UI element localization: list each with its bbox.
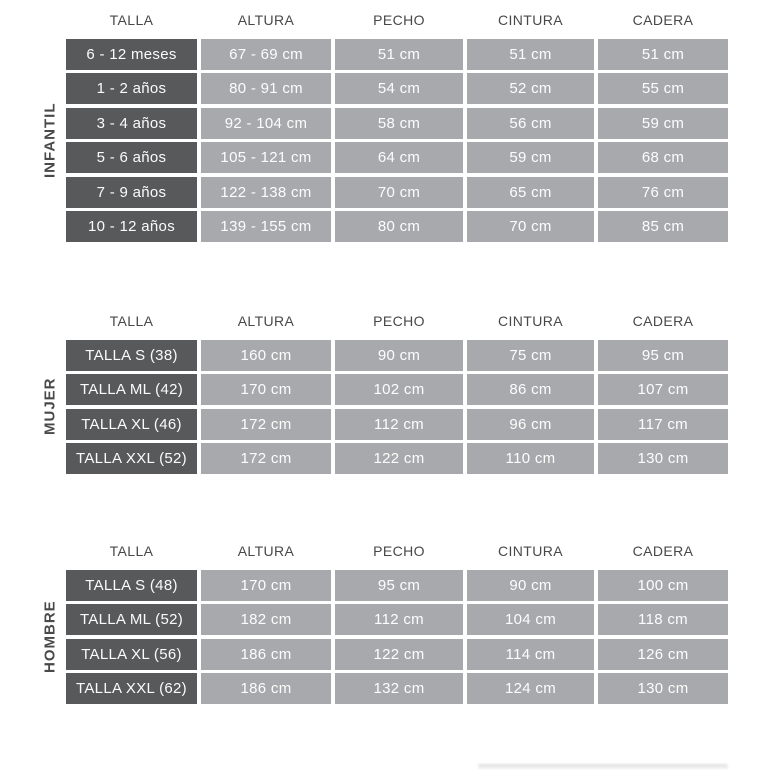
- measurement-cell: 130 cm: [598, 443, 728, 474]
- measurement-cell: 59 cm: [598, 108, 728, 139]
- measurement-cell: 54 cm: [335, 73, 463, 104]
- size-table-mujer: [36, 305, 736, 474]
- measurement-cell: 105 - 121 cm: [201, 142, 331, 173]
- measurement-cell: 126 cm: [598, 639, 728, 670]
- measurement-cell: 172 cm: [201, 409, 331, 440]
- measurement-cell: 68 cm: [598, 142, 728, 173]
- measurement-cell: 186 cm: [201, 639, 331, 670]
- measurement-cell: 51 cm: [335, 39, 463, 70]
- measurement-cell: 117 cm: [598, 409, 728, 440]
- measurement-cell: 110 cm: [467, 443, 594, 474]
- measurement-cell: 95 cm: [335, 570, 463, 601]
- measurement-cell: 122 cm: [335, 639, 463, 670]
- size-table-hombre: [36, 535, 736, 704]
- measurement-cell: 124 cm: [467, 673, 594, 704]
- column-header-cadera: CADERA: [632, 542, 694, 559]
- measurement-cell: 122 cm: [335, 443, 463, 474]
- column-header-talla: TALLA: [109, 11, 154, 28]
- column-header-cadera: CADERA: [632, 312, 694, 329]
- faint-watermark: [478, 764, 728, 770]
- measurement-cell: 51 cm: [467, 39, 594, 70]
- measurement-cell: 70 cm: [467, 211, 594, 242]
- measurement-cell: 86 cm: [467, 374, 594, 405]
- measurement-cell: 80 - 91 cm: [201, 73, 331, 104]
- measurement-cell: 182 cm: [201, 604, 331, 635]
- measurement-cell: 58 cm: [335, 108, 463, 139]
- size-label-cell: TALLA XXL (62): [66, 673, 197, 704]
- group-label-infantil: INFANTIL: [41, 102, 59, 178]
- column-header-altura: ALTURA: [237, 11, 295, 28]
- size-label-cell: 5 - 6 años: [66, 142, 197, 173]
- measurement-cell: 112 cm: [335, 604, 463, 635]
- measurement-cell: 130 cm: [598, 673, 728, 704]
- measurement-cell: 80 cm: [335, 211, 463, 242]
- measurement-cell: 95 cm: [598, 340, 728, 371]
- measurement-cell: 170 cm: [201, 374, 331, 405]
- measurement-cell: 139 - 155 cm: [201, 211, 331, 242]
- measurement-cell: 70 cm: [335, 177, 463, 208]
- size-label-cell: 10 - 12 años: [66, 211, 197, 242]
- measurement-cell: 75 cm: [467, 340, 594, 371]
- size-label-cell: 7 - 9 años: [66, 177, 197, 208]
- measurement-cell: 132 cm: [335, 673, 463, 704]
- size-label-cell: TALLA XXL (52): [66, 443, 197, 474]
- measurement-cell: 90 cm: [335, 340, 463, 371]
- measurement-cell: 102 cm: [335, 374, 463, 405]
- measurement-cell: 51 cm: [598, 39, 728, 70]
- table-grid: [66, 4, 736, 242]
- column-header-cintura: CINTURA: [497, 11, 564, 28]
- size-label-cell: 6 - 12 meses: [66, 39, 197, 70]
- size-label-cell: TALLA ML (52): [66, 604, 197, 635]
- measurement-cell: 55 cm: [598, 73, 728, 104]
- column-header-cintura: CINTURA: [497, 312, 564, 329]
- size-label-cell: 3 - 4 años: [66, 108, 197, 139]
- size-label-cell: TALLA S (48): [66, 570, 197, 601]
- measurement-cell: 114 cm: [467, 639, 594, 670]
- measurement-cell: 186 cm: [201, 673, 331, 704]
- measurement-cell: 92 - 104 cm: [201, 108, 331, 139]
- table-grid: [66, 535, 736, 704]
- measurement-cell: 96 cm: [467, 409, 594, 440]
- size-label-cell: 1 - 2 años: [66, 73, 197, 104]
- column-header-cadera: CADERA: [632, 11, 694, 28]
- column-header-cintura: CINTURA: [497, 542, 564, 559]
- column-header-altura: ALTURA: [237, 312, 295, 329]
- measurement-cell: 67 - 69 cm: [201, 39, 331, 70]
- measurement-cell: 59 cm: [467, 142, 594, 173]
- measurement-cell: 76 cm: [598, 177, 728, 208]
- size-table-infantil: [36, 4, 736, 242]
- measurement-cell: 118 cm: [598, 604, 728, 635]
- column-header-pecho: PECHO: [373, 312, 425, 329]
- size-label-cell: TALLA XL (56): [66, 639, 197, 670]
- measurement-cell: 170 cm: [201, 570, 331, 601]
- measurement-cell: 172 cm: [201, 443, 331, 474]
- column-header-pecho: PECHO: [373, 11, 425, 28]
- size-label-cell: TALLA XL (46): [66, 409, 197, 440]
- group-label-mujer: MUJER: [41, 377, 59, 436]
- size-label-cell: TALLA S (38): [66, 340, 197, 371]
- measurement-cell: 160 cm: [201, 340, 331, 371]
- column-header-talla: TALLA: [109, 542, 154, 559]
- measurement-cell: 52 cm: [467, 73, 594, 104]
- measurement-cell: 90 cm: [467, 570, 594, 601]
- size-label-cell: TALLA ML (42): [66, 374, 197, 405]
- measurement-cell: 107 cm: [598, 374, 728, 405]
- measurement-cell: 56 cm: [467, 108, 594, 139]
- measurement-cell: 112 cm: [335, 409, 463, 440]
- column-header-talla: TALLA: [109, 312, 154, 329]
- table-grid: [66, 305, 736, 474]
- measurement-cell: 64 cm: [335, 142, 463, 173]
- column-header-pecho: PECHO: [373, 542, 425, 559]
- measurement-cell: 65 cm: [467, 177, 594, 208]
- group-label-hombre: HOMBRE: [41, 600, 59, 673]
- measurement-cell: 104 cm: [467, 604, 594, 635]
- measurement-cell: 100 cm: [598, 570, 728, 601]
- measurement-cell: 85 cm: [598, 211, 728, 242]
- measurement-cell: 122 - 138 cm: [201, 177, 331, 208]
- column-header-altura: ALTURA: [237, 542, 295, 559]
